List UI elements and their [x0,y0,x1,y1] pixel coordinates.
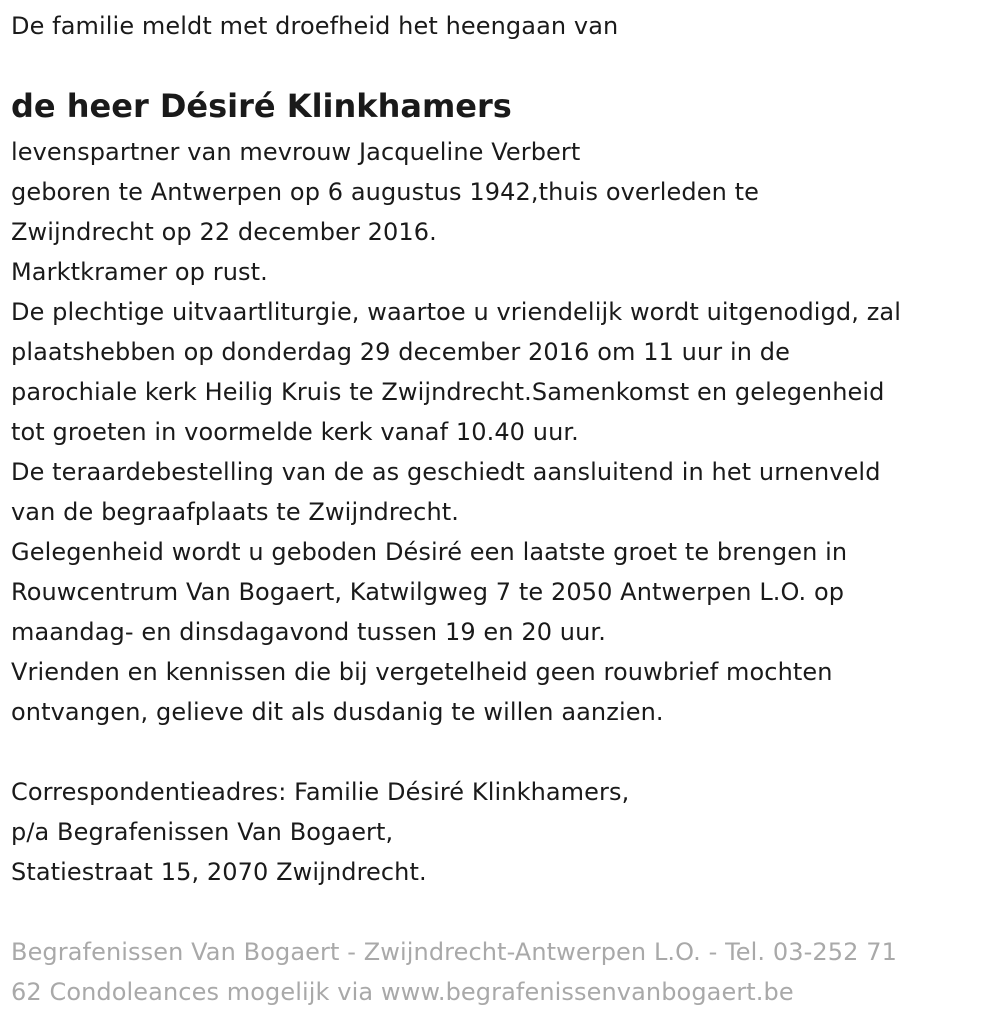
body-line: Rouwcentrum Van Bogaert, Katwilgweg 7 te 2050 Antwerpen L.O. op [11,578,845,606]
body-line: tot groeten in voormelde kerk vanaf 10.40 uur. [11,418,579,446]
deceased-name: de heer Désiré Klinkhamers [11,87,512,125]
obituary-notice [11,0,996,1012]
body-line: De teraardebestelling van de as geschiedt aansluitend in het urnenveld [11,458,881,486]
body-line: van de begraafplaats te Zwijndrecht. [11,498,460,526]
spacer [11,732,996,772]
address-line: Correspondentieadres: Familie Désiré Klinkhamers, [11,778,630,806]
body-line: plaatshebben op donderdag 29 december 2016 om 11 uur in de [11,338,791,366]
body-line: Zwijndrecht op 22 december 2016. [11,218,437,246]
footer-line: Begrafenissen Van Bogaert - Zwijndrecht-Antwerpen L.O. - Tel. 03-252 71 [11,938,897,966]
address-line: Statiestraat 15, 2070 Zwijndrecht. [11,858,427,886]
body-line: levenspartner van mevrouw Jacqueline Verbert [11,138,581,166]
funeral-home-footer [11,932,996,1012]
body-line: maandag- en dinsdagavond tussen 19 en 20 uur. [11,618,606,646]
address-line: p/a Begrafenissen Van Bogaert, [11,818,394,846]
body-line: geboren te Antwerpen op 6 augustus 1942,thuis overleden te [11,178,759,206]
correspondence-address [11,772,996,892]
body-line: Gelegenheid wordt u geboden Désiré een laatste groet te brengen in [11,538,848,566]
intro-text: De familie meldt met droefheid het heengaan van [11,12,619,40]
body-line: De plechtige uitvaartliturgie, waartoe u vriendelijk wordt uitgenodigd, zal [11,298,901,326]
footer-line: 62 Condoleances mogelijk via www.begrafenissenvanbogaert.be [11,978,794,1006]
body-line: Vrienden en kennissen die bij vergetelheid geen rouwbrief mochten [11,658,833,686]
body-line: ontvangen, gelieve dit als dusdanig te willen aanzien. [11,698,664,726]
body-line: Marktkramer op rust. [11,258,268,286]
body-line: parochiale kerk Heilig Kruis te Zwijndrecht.Samenkomst en gelegenheid [11,378,885,406]
notice-body [11,132,996,732]
